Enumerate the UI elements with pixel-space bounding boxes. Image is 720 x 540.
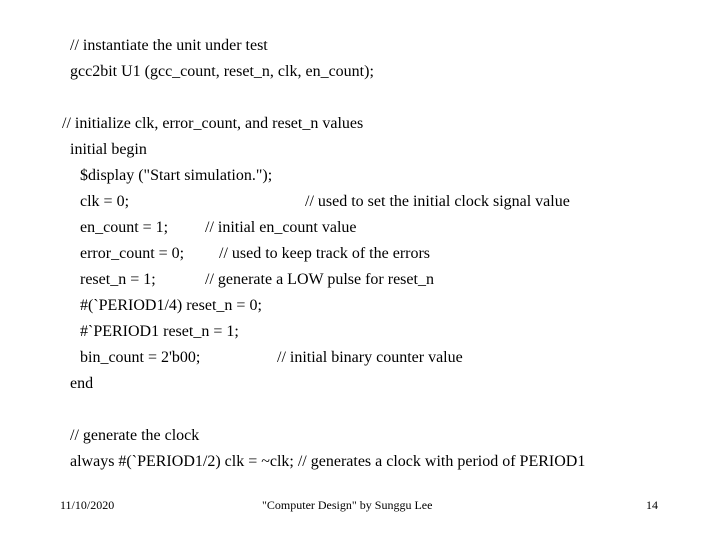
code-line-error-count-assign: error_count = 0; xyxy=(80,245,185,262)
code-line-bin-count-assign: bin_count = 2'b00; xyxy=(80,349,201,366)
code-line-comment-instantiate: // instantiate the unit under test xyxy=(70,37,268,54)
code-line-clk-comment: // used to set the initial clock signal value xyxy=(305,193,570,210)
code-line-en-count-assign: en_count = 1; xyxy=(80,219,169,236)
code-line-clk-assign: clk = 0; xyxy=(80,193,130,210)
footer-date: 11/10/2020 xyxy=(60,498,115,512)
code-line-comment-clock: // generate the clock xyxy=(70,427,200,444)
code-line-en-count-comment: // initial en_count value xyxy=(205,219,357,236)
code-line-reset-assign: reset_n = 1; xyxy=(80,271,156,288)
code-line-initial-begin: initial begin xyxy=(70,141,147,158)
code-line-instance: gcc2bit U1 (gcc_count, reset_n, clk, en_count); xyxy=(70,63,374,80)
footer-page-number: 14 xyxy=(646,498,658,512)
code-line-error-count-comment: // used to keep track of the errors xyxy=(219,245,431,262)
footer-title: "Computer Design" by Sunggu Lee xyxy=(262,498,433,512)
code-line-comment-initialize: // initialize clk, error_count, and reset_n values xyxy=(62,115,364,132)
code-line-end: end xyxy=(70,375,94,392)
code-line-reset-comment: // generate a LOW pulse for reset_n xyxy=(205,271,434,288)
code-line-reset-low: #(`PERIOD1/4) reset_n = 0; xyxy=(80,297,262,314)
code-line-always: always #(`PERIOD1/2) clk = ~clk; // generates a clock with period of PERIOD1 xyxy=(70,453,586,470)
code-line-display: $display ("Start simulation."); xyxy=(80,167,273,184)
code-line-reset-high: #`PERIOD1 reset_n = 1; xyxy=(80,323,239,340)
code-line-bin-count-comment: // initial binary counter value xyxy=(277,349,463,366)
